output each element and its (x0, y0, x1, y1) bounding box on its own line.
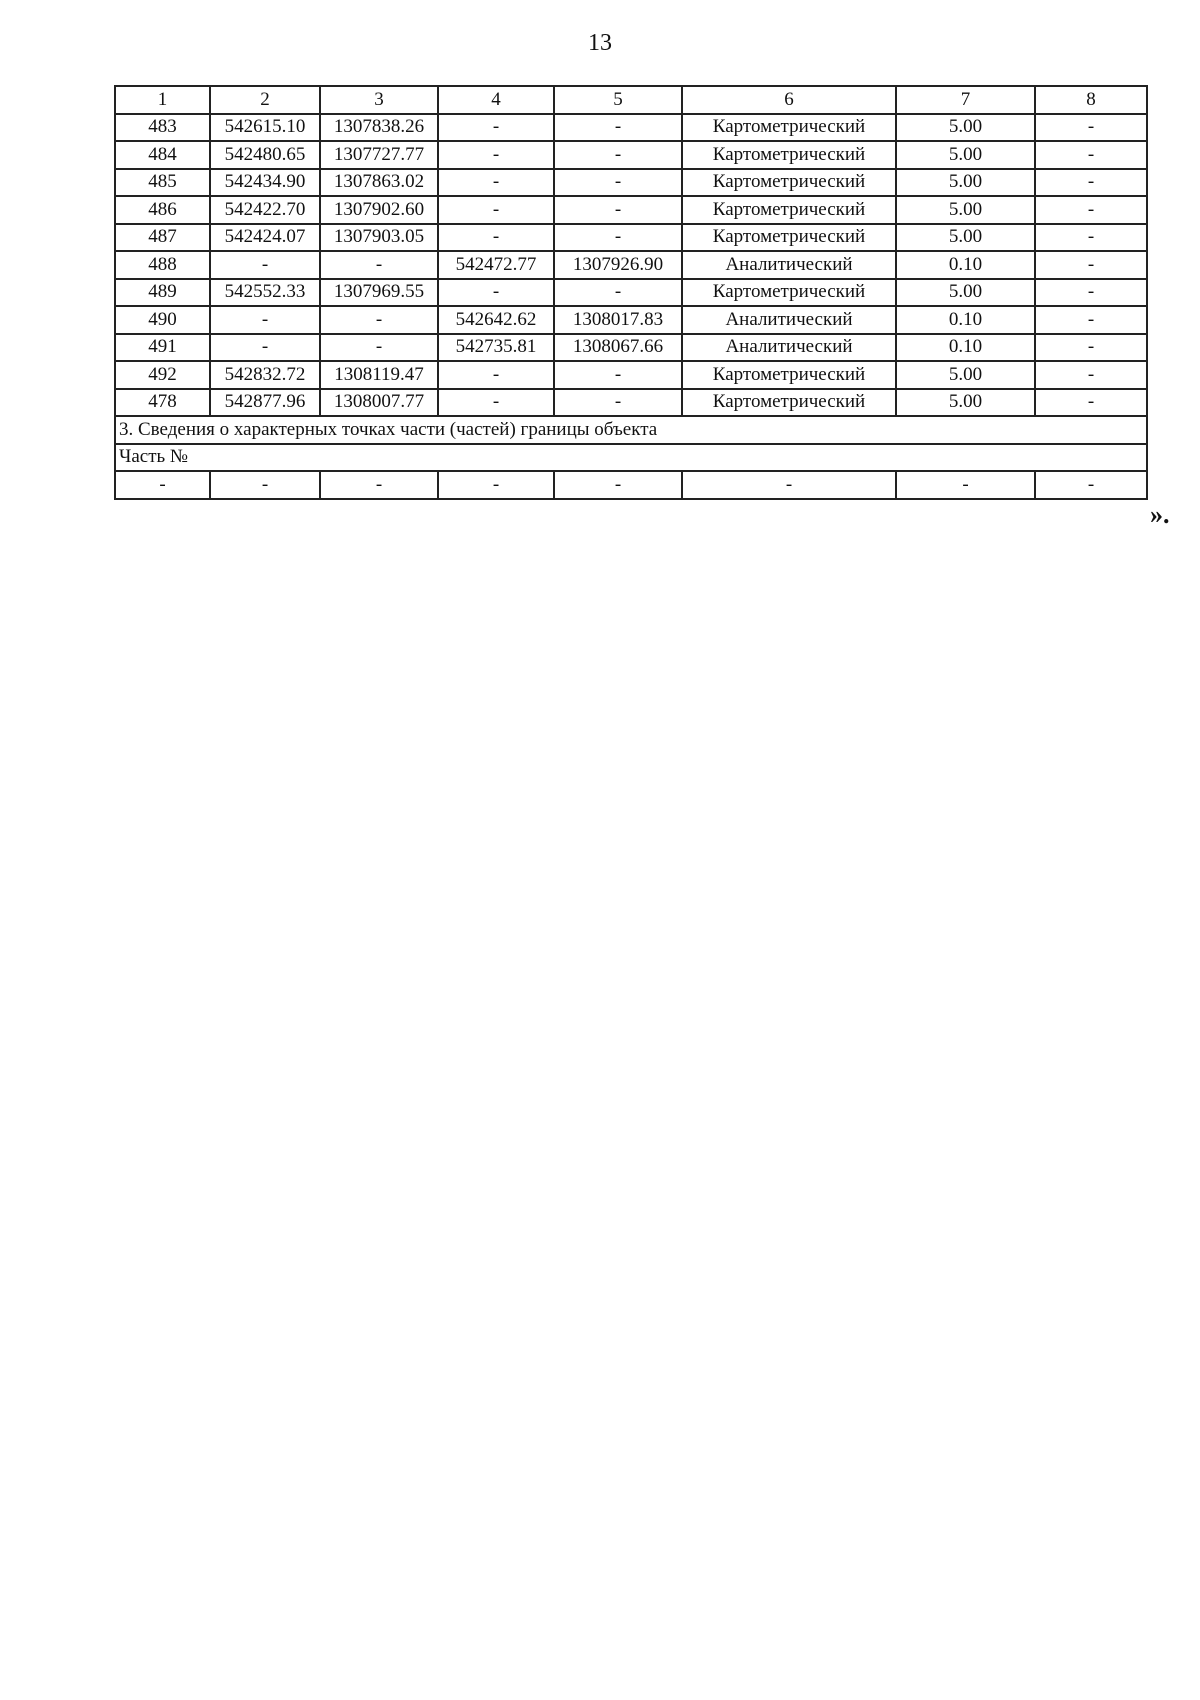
table-cell: Картометрический (682, 114, 896, 142)
table-cell: 542615.10 (210, 114, 320, 142)
table-cell: - (1035, 279, 1147, 307)
table-cell: - (115, 471, 210, 499)
table-cell: - (554, 141, 682, 169)
table-cell: - (1035, 251, 1147, 279)
table-cell: - (320, 306, 438, 334)
table-row (115, 306, 1147, 334)
table-cell: 5.00 (896, 361, 1035, 389)
table-cell: 1308007.77 (320, 389, 438, 417)
table-cell: 5 (554, 86, 682, 114)
table-cell: - (438, 389, 554, 417)
table-cell: - (320, 334, 438, 362)
table-body (115, 86, 1147, 499)
section-title-row-cell: 3. Сведения о характерных точках части (частей) границы объекта (115, 416, 1147, 444)
page-number: 13 (588, 30, 612, 56)
table-cell: - (1035, 471, 1147, 499)
table-cell: - (554, 224, 682, 252)
table-row (115, 196, 1147, 224)
table-row (115, 141, 1147, 169)
table-cell: - (554, 279, 682, 307)
table-cell: - (210, 251, 320, 279)
closing-quote-mark: ». (1150, 500, 1170, 529)
table-cell: 1308017.83 (554, 306, 682, 334)
table-cell: 542642.62 (438, 306, 554, 334)
table-cell: 5.00 (896, 389, 1035, 417)
table-cell: - (438, 114, 554, 142)
table-cell: 1307727.77 (320, 141, 438, 169)
empty-part-row (115, 471, 1147, 499)
table-cell: 1307926.90 (554, 251, 682, 279)
table-cell: 1307902.60 (320, 196, 438, 224)
table-cell: 486 (115, 196, 210, 224)
table-cell: - (1035, 169, 1147, 197)
table-cell: - (1035, 141, 1147, 169)
table-cell: - (438, 169, 554, 197)
table-cell: - (682, 471, 896, 499)
table-cell: 483 (115, 114, 210, 142)
table-cell: Аналитический (682, 251, 896, 279)
part-label-row-cell: Часть № (115, 444, 1147, 472)
table-cell: Картометрический (682, 389, 896, 417)
table-cell: 542832.72 (210, 361, 320, 389)
table-cell: 2 (210, 86, 320, 114)
table-cell: - (554, 389, 682, 417)
table-row (115, 389, 1147, 417)
table-cell: 8 (1035, 86, 1147, 114)
table-cell: Картометрический (682, 196, 896, 224)
table-cell: - (554, 169, 682, 197)
table-cell: Аналитический (682, 334, 896, 362)
table-cell: - (1035, 306, 1147, 334)
table-cell: 1308119.47 (320, 361, 438, 389)
table-cell: 0.10 (896, 251, 1035, 279)
table-cell: 0.10 (896, 306, 1035, 334)
table-cell: 1 (115, 86, 210, 114)
table-cell: 478 (115, 389, 210, 417)
table-cell: - (438, 279, 554, 307)
table-cell: - (438, 141, 554, 169)
table-cell: - (1035, 334, 1147, 362)
table-cell: - (554, 114, 682, 142)
table-cell: Аналитический (682, 306, 896, 334)
table-cell: - (210, 334, 320, 362)
table-cell: - (438, 224, 554, 252)
table-cell: 542422.70 (210, 196, 320, 224)
table-cell: Картометрический (682, 224, 896, 252)
table-row (115, 114, 1147, 142)
part-label-row (115, 444, 1147, 472)
table-cell: Картометрический (682, 169, 896, 197)
table-cell: 542472.77 (438, 251, 554, 279)
table-cell: 4 (438, 86, 554, 114)
table-cell: 487 (115, 224, 210, 252)
table-cell: 5.00 (896, 114, 1035, 142)
table-cell: - (554, 361, 682, 389)
table-cell: 542735.81 (438, 334, 554, 362)
table-cell: - (438, 196, 554, 224)
table-cell: - (1035, 389, 1147, 417)
section-title-row (115, 416, 1147, 444)
table-cell: 5.00 (896, 169, 1035, 197)
table-cell: 489 (115, 279, 210, 307)
table-cell: - (554, 196, 682, 224)
table-cell: 542552.33 (210, 279, 320, 307)
table-cell: - (896, 471, 1035, 499)
boundary-points-table (114, 85, 1148, 500)
table-row (115, 334, 1147, 362)
table-cell: 1307863.02 (320, 169, 438, 197)
table-cell: 542424.07 (210, 224, 320, 252)
table-cell: 1307838.26 (320, 114, 438, 142)
table-cell: - (210, 471, 320, 499)
table-cell: 1307969.55 (320, 279, 438, 307)
table-cell: 488 (115, 251, 210, 279)
table-cell: - (438, 361, 554, 389)
table-cell: - (1035, 196, 1147, 224)
table-cell: 484 (115, 141, 210, 169)
table-cell: - (320, 251, 438, 279)
table-cell: 5.00 (896, 141, 1035, 169)
table-cell: 490 (115, 306, 210, 334)
table-cell: 542877.96 (210, 389, 320, 417)
table-row (115, 251, 1147, 279)
table-cell: 491 (115, 334, 210, 362)
table-cell: 5.00 (896, 224, 1035, 252)
table-cell: - (210, 306, 320, 334)
table-cell: Картометрический (682, 279, 896, 307)
table-cell: - (1035, 361, 1147, 389)
table-cell: 5.00 (896, 279, 1035, 307)
table-cell: - (554, 471, 682, 499)
table-row (115, 279, 1147, 307)
table-cell: - (320, 471, 438, 499)
table-header-row (115, 86, 1147, 114)
table-row (115, 169, 1147, 197)
table-cell: 7 (896, 86, 1035, 114)
table-cell: - (1035, 224, 1147, 252)
table-row (115, 361, 1147, 389)
table-row (115, 224, 1147, 252)
table-cell: 485 (115, 169, 210, 197)
table-cell: Картометрический (682, 141, 896, 169)
table-cell: 0.10 (896, 334, 1035, 362)
table-cell: 6 (682, 86, 896, 114)
table-cell: 542480.65 (210, 141, 320, 169)
table-cell: Картометрический (682, 361, 896, 389)
table-cell: 492 (115, 361, 210, 389)
table-cell: 1308067.66 (554, 334, 682, 362)
table-cell: - (1035, 114, 1147, 142)
table-cell: 5.00 (896, 196, 1035, 224)
table-cell: - (438, 471, 554, 499)
table-cell: 1307903.05 (320, 224, 438, 252)
table-cell: 3 (320, 86, 438, 114)
table-cell: 542434.90 (210, 169, 320, 197)
